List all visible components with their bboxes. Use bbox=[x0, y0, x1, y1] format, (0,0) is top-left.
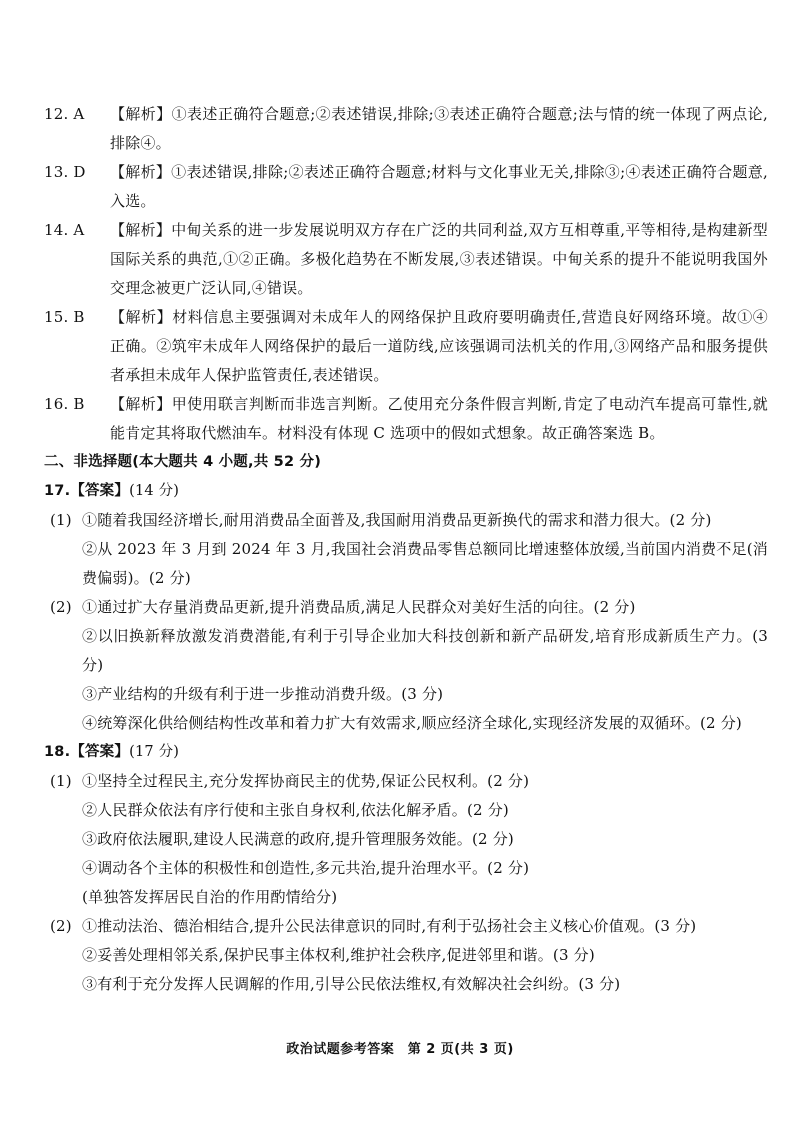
answer-point: ②从 2023 年 3 月到 2024 年 3 月,我国社会消费品零售总额同比增速整体放缓,当前国内消费不足(消费偏弱)。(2 分) bbox=[82, 540, 768, 587]
answer-point: ①推动法治、德治相结合,提升公民法律意识的同时,有利于弘扬社会主义核心价值观。(3 分) bbox=[82, 917, 697, 935]
mc-item-explanation: 【解析】中甸关系的进一步发展说明双方存在广泛的共同利益,双方互相尊重,平等相待,是构建新型国际关系的典范,①②正确。多极化趋势在不断发展,③表述错误。中甸关系的提升不能说明我国外交理念被更广泛认同,④错误。 bbox=[110, 221, 768, 297]
part-label: (1) bbox=[50, 772, 72, 790]
part-label: (2) bbox=[50, 598, 72, 616]
q17-part-2-item-2 bbox=[44, 622, 768, 680]
q18-part-1-item-2 bbox=[44, 796, 768, 825]
section-2-title: 二、非选择题(本大题共 4 小题,共 52 分) bbox=[44, 454, 322, 470]
q18-part-2-item-2 bbox=[44, 941, 768, 970]
q17-part-1-item-2 bbox=[44, 535, 768, 593]
answer-content bbox=[44, 100, 768, 999]
mc-item-number: 13. D bbox=[44, 163, 86, 181]
q18-heading bbox=[44, 738, 768, 767]
mc-item-number: 14. A bbox=[44, 221, 85, 239]
answer-point: ①坚持全过程民主,充分发挥协商民主的优势,保证公民权利。(2 分) bbox=[82, 772, 530, 790]
answer-point: ①通过扩大存量消费品更新,提升消费品质,满足人民群众对美好生活的向往。(2 分) bbox=[82, 598, 636, 616]
q18-part-2-item-3 bbox=[44, 970, 768, 999]
mc-item-16 bbox=[44, 390, 768, 448]
part-label: (1) bbox=[50, 511, 72, 529]
answer-point: ③有利于充分发挥人民调解的作用,引导公民依法维权,有效解决社会纠纷。(3 分) bbox=[82, 975, 621, 993]
q18-score: (17 分) bbox=[129, 744, 180, 760]
q17-part-2-item-3 bbox=[44, 680, 768, 709]
q18-part-1-note: (单独答发挥居民自治的作用酌情给分) bbox=[82, 888, 338, 906]
answer-point: ②人民群众依法有序行使和主张自身权利,依法化解矛盾。(2 分) bbox=[82, 801, 509, 819]
answer-point: ④统筹深化供给侧结构性改革和着力扩大有效需求,顺应经济全球化,实现经济发展的双循环。(2 分) bbox=[82, 714, 742, 732]
mc-item-number: 12. A bbox=[44, 105, 85, 123]
mc-item-explanation: 【解析】①表述错误,排除;②表述正确符合题意;材料与文化事业无关,排除③;④表述正确符合题意,入选。 bbox=[110, 163, 768, 210]
answer-point: ①随着我国经济增长,耐用消费品全面普及,我国耐用消费品更新换代的需求和潜力很大。(2 分) bbox=[82, 511, 712, 529]
q17-answer-label: 17.【答案】 bbox=[44, 483, 130, 499]
q18-part-1-item-3 bbox=[44, 825, 768, 854]
mc-item-14 bbox=[44, 216, 768, 303]
q17-part-1-item-1 bbox=[44, 506, 768, 535]
q18-part-2-item-1 bbox=[44, 912, 768, 941]
q18-answer-label: 18.【答案】 bbox=[44, 744, 130, 760]
mc-item-explanation: 【解析】甲使用联言判断而非选言判断。乙使用充分条件假言判断,肯定了电动汽车提高可靠性,就能肯定其将取代燃油车。材料没有体现 C 选项中的假如式想象。故正确答案选 B。 bbox=[110, 395, 768, 442]
answer-point: ③政府依法履职,建设人民满意的政府,提升管理服务效能。(2 分) bbox=[82, 830, 514, 848]
answer-point: ③产业结构的升级有利于进一步推动消费升级。(3 分) bbox=[82, 685, 444, 703]
q17-score: (14 分) bbox=[129, 483, 180, 499]
part-label: (2) bbox=[50, 917, 72, 935]
q18-part-1-item-4 bbox=[44, 854, 768, 883]
q18-part-1-item-1 bbox=[44, 767, 768, 796]
mc-item-number: 15. B bbox=[44, 308, 85, 326]
mc-item-12 bbox=[44, 100, 768, 158]
mc-item-explanation: 【解析】材料信息主要强调对未成年人的网络保护且政府要明确责任,营造良好网络环境。故①④正确。②筑牢未成年人网络保护的最后一道防线,应该强调司法机关的作用,③网络产品和服务提供者承担未成年人保护监管责任,表述错误。 bbox=[110, 308, 768, 384]
q17-heading bbox=[44, 477, 768, 506]
mc-item-13 bbox=[44, 158, 768, 216]
answer-point: ②以旧换新释放激发消费潜能,有利于引导企业加大科技创新和新产品研发,培育形成新质生产力。(3 分) bbox=[82, 627, 768, 674]
mc-item-15 bbox=[44, 303, 768, 390]
mc-item-explanation: 【解析】①表述正确符合题意;②表述错误,排除;③表述正确符合题意;法与情的统一体现了两点论,排除④。 bbox=[110, 105, 768, 152]
q17-part-2-item-4 bbox=[44, 709, 768, 738]
mc-item-number: 16. B bbox=[44, 395, 85, 413]
q17-part-2-item-1 bbox=[44, 593, 768, 622]
answer-point: ④调动各个主体的积极性和创造性,多元共治,提升治理水平。(2 分) bbox=[82, 859, 530, 877]
page-footer: 政治试题参考答案 第 2 页(共 3 页) bbox=[286, 1042, 514, 1057]
answer-point: ②妥善处理相邻关系,保护民事主体权利,维护社会秩序,促进邻里和谐。(3 分) bbox=[82, 946, 595, 964]
